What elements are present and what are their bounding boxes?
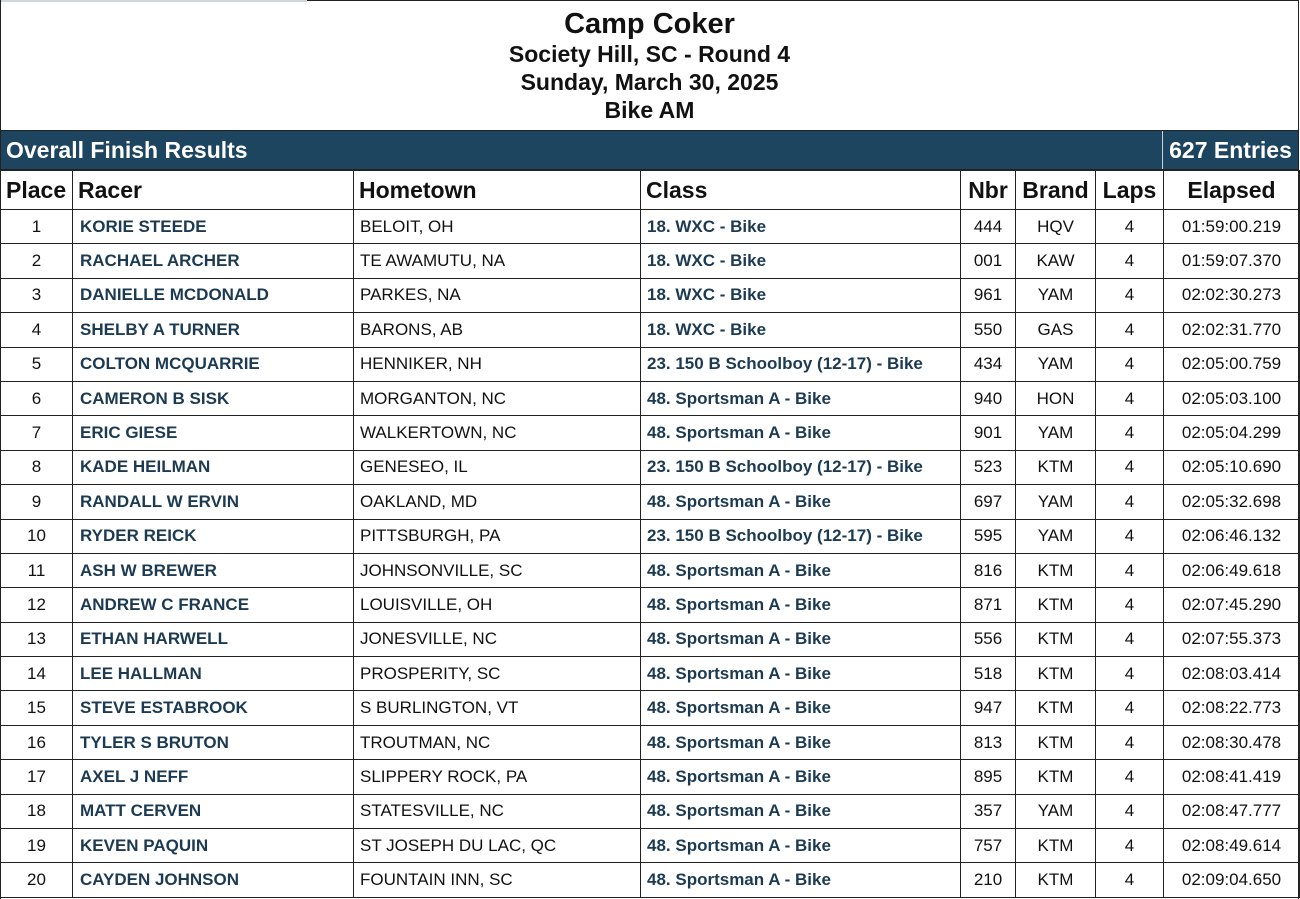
- racer-name: RYDER REICK: [73, 519, 354, 553]
- number-cell: 357: [961, 794, 1016, 828]
- hometown-cell: SLIPPERY ROCK, PA: [354, 760, 641, 794]
- class-cell: 23. 150 B Schoolboy (12-17) - Bike: [641, 347, 961, 381]
- results-title-bar: [1, 130, 1298, 170]
- table-row: [1, 657, 1300, 691]
- elapsed-cell: 02:05:32.698: [1164, 485, 1300, 519]
- racer-name: ASH W BREWER: [73, 553, 354, 587]
- class-cell: 48. Sportsman A - Bike: [641, 829, 961, 863]
- laps-cell: 4: [1096, 381, 1164, 415]
- racer-name: ANDREW C FRANCE: [73, 588, 354, 622]
- laps-cell: 4: [1096, 244, 1164, 278]
- event-title: Camp Coker: [564, 8, 735, 40]
- place-cell: 10: [1, 519, 73, 553]
- number-cell: 444: [961, 210, 1016, 244]
- racer-name: ERIC GIESE: [73, 416, 354, 450]
- hometown-cell: JONESVILLE, NC: [354, 622, 641, 656]
- racer-name: MATT CERVEN: [73, 794, 354, 828]
- hometown-cell: PITTSBURGH, PA: [354, 519, 641, 553]
- racer-name: KADE HEILMAN: [73, 450, 354, 484]
- place-cell: 11: [1, 553, 73, 587]
- elapsed-cell: 02:07:45.290: [1164, 588, 1300, 622]
- hometown-cell: TE AWAMUTU, NA: [354, 244, 641, 278]
- elapsed-cell: 02:08:47.777: [1164, 794, 1300, 828]
- elapsed-cell: 02:02:31.770: [1164, 313, 1300, 347]
- hometown-cell: BARONS, AB: [354, 313, 641, 347]
- laps-cell: 4: [1096, 588, 1164, 622]
- table-row: [1, 244, 1300, 278]
- number-cell: 556: [961, 622, 1016, 656]
- top-divider: [1, 0, 307, 2]
- results-title: Overall Finish Results: [6, 137, 248, 163]
- brand-cell: YAM: [1016, 347, 1096, 381]
- number-cell: 947: [961, 691, 1016, 725]
- hometown-cell: BELOIT, OH: [354, 210, 641, 244]
- class-cell: 48. Sportsman A - Bike: [641, 553, 961, 587]
- brand-cell: KTM: [1016, 725, 1096, 759]
- table-row: [1, 829, 1300, 863]
- racer-name: AXEL J NEFF: [73, 760, 354, 794]
- table-row: [1, 416, 1300, 450]
- brand-cell: YAM: [1016, 278, 1096, 312]
- class-cell: 48. Sportsman A - Bike: [641, 691, 961, 725]
- brand-cell: KTM: [1016, 553, 1096, 587]
- event-session: Bike AM: [604, 97, 695, 123]
- laps-cell: 4: [1096, 450, 1164, 484]
- elapsed-cell: 02:08:03.414: [1164, 657, 1300, 691]
- racer-name: SHELBY A TURNER: [73, 313, 354, 347]
- laps-cell: 4: [1096, 553, 1164, 587]
- table-row: [1, 210, 1300, 244]
- number-cell: 595: [961, 519, 1016, 553]
- brand-cell: KTM: [1016, 760, 1096, 794]
- brand-cell: KTM: [1016, 657, 1096, 691]
- number-cell: 523: [961, 450, 1016, 484]
- brand-cell: YAM: [1016, 416, 1096, 450]
- hometown-cell: S BURLINGTON, VT: [354, 691, 641, 725]
- elapsed-cell: 02:05:00.759: [1164, 347, 1300, 381]
- laps-cell: 4: [1096, 863, 1164, 897]
- col-header-racer: Racer: [73, 171, 354, 210]
- elapsed-cell: 02:05:04.299: [1164, 416, 1300, 450]
- laps-cell: 4: [1096, 691, 1164, 725]
- hometown-cell: WALKERTOWN, NC: [354, 416, 641, 450]
- elapsed-cell: 02:06:49.618: [1164, 553, 1300, 587]
- class-cell: 48. Sportsman A - Bike: [641, 588, 961, 622]
- place-cell: 3: [1, 278, 73, 312]
- brand-cell: GAS: [1016, 313, 1096, 347]
- laps-cell: 4: [1096, 347, 1164, 381]
- brand-cell: KTM: [1016, 863, 1096, 897]
- col-header-elapsed: Elapsed: [1164, 171, 1300, 210]
- laps-cell: 4: [1096, 485, 1164, 519]
- number-cell: 816: [961, 553, 1016, 587]
- racer-name: TYLER S BRUTON: [73, 725, 354, 759]
- elapsed-cell: 02:08:41.419: [1164, 760, 1300, 794]
- table-row: [1, 794, 1300, 828]
- class-cell: 23. 150 B Schoolboy (12-17) - Bike: [641, 450, 961, 484]
- racer-name: COLTON MCQUARRIE: [73, 347, 354, 381]
- place-cell: 20: [1, 863, 73, 897]
- place-cell: 5: [1, 347, 73, 381]
- elapsed-cell: 01:59:07.370: [1164, 244, 1300, 278]
- hometown-cell: MORGANTON, NC: [354, 381, 641, 415]
- racer-name: LEE HALLMAN: [73, 657, 354, 691]
- hometown-cell: LOUISVILLE, OH: [354, 588, 641, 622]
- elapsed-cell: 02:08:49.614: [1164, 829, 1300, 863]
- number-cell: 434: [961, 347, 1016, 381]
- table-row: [1, 622, 1300, 656]
- table-row: [1, 553, 1300, 587]
- number-cell: 813: [961, 725, 1016, 759]
- class-cell: 23. 150 B Schoolboy (12-17) - Bike: [641, 519, 961, 553]
- elapsed-cell: 02:05:10.690: [1164, 450, 1300, 484]
- table-header-row: [1, 171, 1300, 210]
- laps-cell: 4: [1096, 657, 1164, 691]
- results-table: [0, 170, 1300, 898]
- place-cell: 8: [1, 450, 73, 484]
- class-cell: 48. Sportsman A - Bike: [641, 794, 961, 828]
- class-cell: 48. Sportsman A - Bike: [641, 485, 961, 519]
- table-row: [1, 588, 1300, 622]
- class-cell: 48. Sportsman A - Bike: [641, 725, 961, 759]
- class-cell: 18. WXC - Bike: [641, 278, 961, 312]
- place-cell: 9: [1, 485, 73, 519]
- col-header-brand: Brand: [1016, 171, 1096, 210]
- event-date: Sunday, March 30, 2025: [520, 69, 779, 95]
- brand-cell: YAM: [1016, 519, 1096, 553]
- racer-name: KORIE STEEDE: [73, 210, 354, 244]
- elapsed-cell: 01:59:00.219: [1164, 210, 1300, 244]
- table-row: [1, 381, 1300, 415]
- elapsed-cell: 02:05:03.100: [1164, 381, 1300, 415]
- elapsed-cell: 02:07:55.373: [1164, 622, 1300, 656]
- class-cell: 48. Sportsman A - Bike: [641, 416, 961, 450]
- class-cell: 48. Sportsman A - Bike: [641, 622, 961, 656]
- laps-cell: 4: [1096, 278, 1164, 312]
- table-row: [1, 347, 1300, 381]
- laps-cell: 4: [1096, 416, 1164, 450]
- event-header: [1, 1, 1298, 130]
- laps-cell: 4: [1096, 725, 1164, 759]
- number-cell: 697: [961, 485, 1016, 519]
- place-cell: 17: [1, 760, 73, 794]
- entries-count: 627 Entries: [1162, 131, 1298, 169]
- place-cell: 16: [1, 725, 73, 759]
- number-cell: 001: [961, 244, 1016, 278]
- place-cell: 2: [1, 244, 73, 278]
- place-cell: 15: [1, 691, 73, 725]
- racer-name: CAYDEN JOHNSON: [73, 863, 354, 897]
- brand-cell: YAM: [1016, 485, 1096, 519]
- racer-name: ETHAN HARWELL: [73, 622, 354, 656]
- place-cell: 19: [1, 829, 73, 863]
- class-cell: 48. Sportsman A - Bike: [641, 657, 961, 691]
- hometown-cell: FOUNTAIN INN, SC: [354, 863, 641, 897]
- place-cell: 7: [1, 416, 73, 450]
- hometown-cell: PARKES, NA: [354, 278, 641, 312]
- laps-cell: 4: [1096, 794, 1164, 828]
- place-cell: 6: [1, 381, 73, 415]
- place-cell: 14: [1, 657, 73, 691]
- number-cell: 961: [961, 278, 1016, 312]
- hometown-cell: STATESVILLE, NC: [354, 794, 641, 828]
- brand-cell: HQV: [1016, 210, 1096, 244]
- place-cell: 12: [1, 588, 73, 622]
- number-cell: 940: [961, 381, 1016, 415]
- table-row: [1, 760, 1300, 794]
- number-cell: 550: [961, 313, 1016, 347]
- table-row: [1, 519, 1300, 553]
- table-row: [1, 691, 1300, 725]
- class-cell: 18. WXC - Bike: [641, 244, 961, 278]
- hometown-cell: OAKLAND, MD: [354, 485, 641, 519]
- hometown-cell: ST JOSEPH DU LAC, QC: [354, 829, 641, 863]
- laps-cell: 4: [1096, 210, 1164, 244]
- hometown-cell: PROSPERITY, SC: [354, 657, 641, 691]
- class-cell: 18. WXC - Bike: [641, 313, 961, 347]
- elapsed-cell: 02:09:04.650: [1164, 863, 1300, 897]
- racer-name: DANIELLE MCDONALD: [73, 278, 354, 312]
- hometown-cell: HENNIKER, NH: [354, 347, 641, 381]
- laps-cell: 4: [1096, 622, 1164, 656]
- hometown-cell: JOHNSONVILLE, SC: [354, 553, 641, 587]
- col-header-laps: Laps: [1096, 171, 1164, 210]
- hometown-cell: GENESEO, IL: [354, 450, 641, 484]
- brand-cell: KTM: [1016, 588, 1096, 622]
- table-row: [1, 725, 1300, 759]
- place-cell: 13: [1, 622, 73, 656]
- laps-cell: 4: [1096, 519, 1164, 553]
- laps-cell: 4: [1096, 760, 1164, 794]
- place-cell: 1: [1, 210, 73, 244]
- number-cell: 871: [961, 588, 1016, 622]
- racer-name: CAMERON B SISK: [73, 381, 354, 415]
- brand-cell: KTM: [1016, 829, 1096, 863]
- number-cell: 901: [961, 416, 1016, 450]
- brand-cell: KTM: [1016, 691, 1096, 725]
- elapsed-cell: 02:06:46.132: [1164, 519, 1300, 553]
- class-cell: 48. Sportsman A - Bike: [641, 863, 961, 897]
- laps-cell: 4: [1096, 829, 1164, 863]
- racer-name: KEVEN PAQUIN: [73, 829, 354, 863]
- class-cell: 48. Sportsman A - Bike: [641, 760, 961, 794]
- col-header-hometown: Hometown: [354, 171, 641, 210]
- number-cell: 518: [961, 657, 1016, 691]
- table-row: [1, 278, 1300, 312]
- class-cell: 18. WXC - Bike: [641, 210, 961, 244]
- hometown-cell: TROUTMAN, NC: [354, 725, 641, 759]
- table-row: [1, 313, 1300, 347]
- number-cell: 757: [961, 829, 1016, 863]
- elapsed-cell: 02:02:30.273: [1164, 278, 1300, 312]
- brand-cell: YAM: [1016, 794, 1096, 828]
- table-row: [1, 485, 1300, 519]
- elapsed-cell: 02:08:30.478: [1164, 725, 1300, 759]
- event-location-round: Society Hill, SC - Round 4: [508, 41, 791, 67]
- col-header-place: Place: [1, 171, 73, 210]
- brand-cell: KAW: [1016, 244, 1096, 278]
- brand-cell: KTM: [1016, 450, 1096, 484]
- col-header-class: Class: [641, 171, 961, 210]
- racer-name: RANDALL W ERVIN: [73, 485, 354, 519]
- laps-cell: 4: [1096, 313, 1164, 347]
- brand-cell: KTM: [1016, 622, 1096, 656]
- table-row: [1, 450, 1300, 484]
- racer-name: STEVE ESTABROOK: [73, 691, 354, 725]
- results-body: [1, 210, 1300, 898]
- class-cell: 48. Sportsman A - Bike: [641, 381, 961, 415]
- elapsed-cell: 02:08:22.773: [1164, 691, 1300, 725]
- number-cell: 210: [961, 863, 1016, 897]
- brand-cell: HON: [1016, 381, 1096, 415]
- number-cell: 895: [961, 760, 1016, 794]
- place-cell: 18: [1, 794, 73, 828]
- racer-name: RACHAEL ARCHER: [73, 244, 354, 278]
- col-header-nbr: Nbr: [961, 171, 1016, 210]
- place-cell: 4: [1, 313, 73, 347]
- table-row: [1, 863, 1300, 897]
